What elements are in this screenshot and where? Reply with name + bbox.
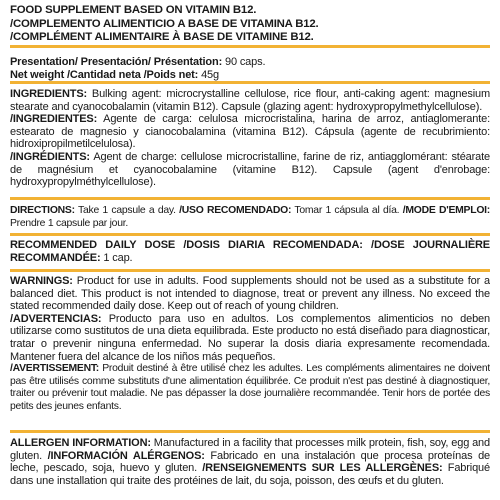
- warnings-section: [10, 272, 490, 433]
- directions-text: [10, 205, 490, 230]
- recommended-dose-text: [10, 239, 490, 264]
- warnings-fr-label: /AVERTISSEMENT:: [10, 363, 100, 375]
- warnings-fr-text: Produit destiné à être utilisé chez les adultes. Les compléments alimentaires ne doivent pas être utilisés comme substituts d'une alimentation équilibrée. Ce produit n'est pas destiné à diagnostiquer, traiter ou prévenir tout maladie. Ne pas dépasser la dose journalière recommandée. Tenir hors de portée des petits des jeunes enfants.: [10, 363, 490, 412]
- warnings-es-label: /ADVERTENCIAS:: [10, 312, 102, 325]
- net-weight-row: [10, 69, 490, 82]
- ingredients-es-text: Agente de carga: celulosa microcristalina, harina de arroz, antiaglomerante: estearato de magnesio y cianocobalamina (vitamina B12). Cápsula (agente de recubrimiento: hidroxipropilmetilcelulosa).: [10, 113, 490, 151]
- directions-fr-label: /MODE D'EMPLOI:: [402, 205, 490, 216]
- directions-es-text: Tomar 1 cápsula al día.: [291, 205, 403, 216]
- warnings-es-text: Producto para uso en adultos. Los complementos alimenticios no deben utilizarse como sustitutos de una dieta equilibrada. Este producto no está diseñado para diagnosticar, tratar o prevenir ninguna enfermedad. No superar la dosis diaria expresamente recomendada. Mantener fuera del alcance de los niños más pequeños.: [10, 312, 490, 363]
- ingredients-es: [10, 113, 490, 151]
- warnings-en-text: Product for use in adults. Food supplements should not be used as a substitute for a balanced diet. This product is not intended to diagnose, treat or prevent any illness. No exceed the stated recommended daily dose. Keep out of reach of young children.: [10, 275, 490, 313]
- ingredients-en: [10, 88, 490, 113]
- presentation-label: Presentation/ Presentación/ Présentation:: [10, 56, 223, 68]
- allergen-es-text: Fabricado en una instalación que procesa proteínas de leche, pescado, soja, huevo y gluten.: [10, 449, 490, 475]
- warnings-en: [10, 275, 490, 313]
- warnings-fr: [10, 363, 490, 413]
- allergen-text: [10, 437, 490, 487]
- recommended-dose-value: 1 cap.: [100, 251, 133, 264]
- warnings-es: [10, 313, 490, 363]
- allergen-fr-label: /RENSEIGNEMENTS SUR LES ALLERGÈNES:: [202, 462, 443, 475]
- presentation-section: [10, 48, 490, 84]
- header-line-en: FOOD SUPPLEMENT BASED ON VITAMIN B12.: [10, 4, 257, 16]
- directions-fr-text: Prendre 1 capsule par jour.: [10, 217, 129, 229]
- presentation-value: 90 caps.: [222, 56, 266, 68]
- ingredients-fr-label: /INGRÉDIENTS:: [10, 150, 90, 163]
- directions-en-label: DIRECTIONS:: [10, 205, 75, 216]
- ingredients-fr: [10, 151, 490, 189]
- recommended-dose-label: RECOMMENDED DAILY DOSE /DOSIS DIARIA RECOMENDADA: /DOSE JOURNALIÈRE RECOMMANDÉE:: [10, 239, 490, 264]
- net-weight-value: 45g: [198, 68, 219, 81]
- presentation-row: [10, 56, 490, 69]
- ingredients-section: [10, 84, 490, 200]
- allergen-en-label: ALLERGEN INFORMATION:: [10, 437, 151, 449]
- directions-es-label: /USO RECOMENDADO:: [179, 205, 292, 216]
- header-line-es: /COMPLEMENTO ALIMENTICIO A BASE DE VITAMINA B12.: [10, 17, 319, 30]
- ingredients-en-label: INGREDIENTS:: [10, 88, 88, 100]
- allergen-en-text: Manufactured in a facility that processes milk protein, fish, soy, egg and gluten.: [10, 437, 490, 462]
- ingredients-es-label: /INGREDIENTES:: [10, 113, 98, 126]
- ingredients-en-text: Bulking agent: microcrystalline cellulose, rice flour, anti-caking agent: magnesium stearate and cyanocobalamin (vitamin B12). Capsule (glazing agent: hydroxypropylmethylcellulose).: [10, 88, 490, 113]
- allergen-section: [10, 433, 490, 499]
- header-line-fr: /COMPLÉMENT ALIMENTAIRE À BASE DE VITAMINE B12.: [10, 31, 314, 43]
- directions-en-text: Take 1 capsule a day.: [74, 205, 180, 216]
- allergen-fr-text: Fabriqué dans une installation qui traite des protéines de lait, du soja, poisson, des œufs et du gluten.: [10, 462, 490, 487]
- label-header: [10, 0, 490, 48]
- recommended-dose-section: [10, 236, 490, 272]
- ingredients-fr-text: Agent de charge: cellulose microcristalline, farine de riz, antiagglomérant: stéarate de magnésium et cyanocobalamine (vitamine B12). Capsule (agent d'enrobage: hydroxypropylméthylcellulose).: [10, 150, 490, 189]
- directions-section: [10, 200, 490, 236]
- net-weight-label: Net weight /Cantidad neta /Poids net:: [10, 68, 199, 81]
- warnings-en-label: WARNINGS:: [10, 275, 73, 287]
- allergen-es-label: /INFORMACIÓN ALÉRGENOS:: [47, 449, 205, 462]
